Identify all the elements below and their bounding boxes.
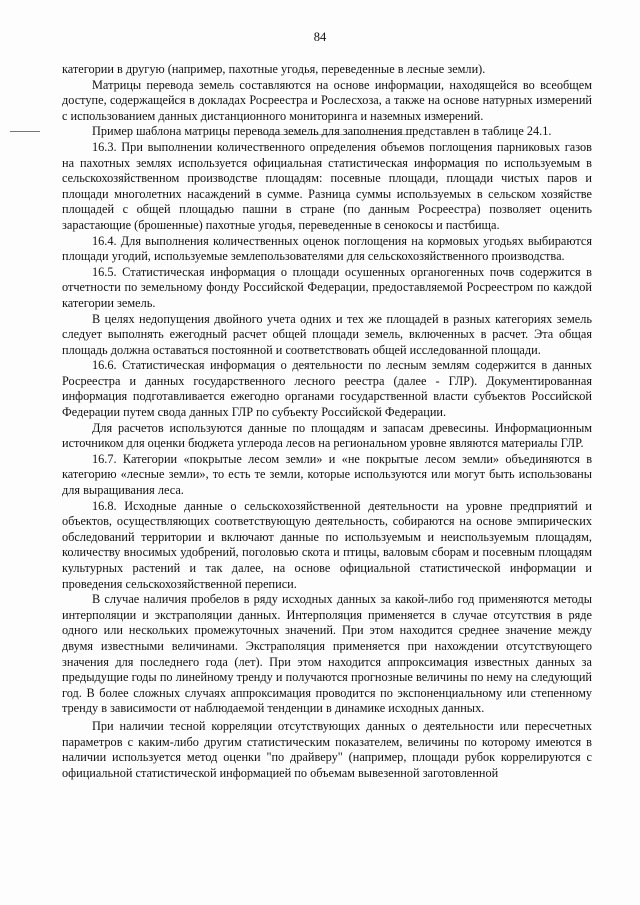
document-body bbox=[62, 62, 592, 781]
paragraph: 16.5. Статистическая информация о площади осушенных органогенных почв содержится в отчетности по земельному фонду Российской Федерации, предоставляемой Росреестром по каждой категории земель. bbox=[62, 264, 592, 310]
scan-artifact-left bbox=[10, 131, 40, 132]
paragraph: Матрицы перевода земель составляются на основе информации, находящейся во всеобщем доступе, содержащейся в докладах Росреестра и Рослесхоза, а также на основе натурных измерений с использованием данных дистанционного мониторинга и наземных измерений. bbox=[62, 77, 592, 123]
paragraph: 16.8. Исходные данные о сельскохозяйственной деятельности на уровне предприятий и объектов, осуществляющих соответствующую деятельность, собираются на основе эмпирических обследований территории и включают данные по используемым и неиспользуемым площадям, количеству вносимых удобрений, поголовью скота и птицы, валовым сборам и посевным площадям культурных растений и так далее, на основе официальной статистической информации и проведения сельскохозяйственной переписи. bbox=[62, 498, 592, 591]
paragraph: В целях недопущения двойного учета одних и тех же площадей в разных категориях земель следует выполнять ежегодный расчет общей площади земель, включенных в расчет. Эта общая площадь должна оставаться постоянной и соответствовать общей исследованной площади. bbox=[62, 311, 592, 357]
page-number: 84 bbox=[313, 30, 327, 44]
paragraph: категории в другую (например, пахотные угодья, переведенные в лесные земли). bbox=[62, 62, 486, 76]
paragraph: Пример шаблона матрицы перевода земель для заполнения представлен в таблице 24.1. bbox=[92, 124, 552, 139]
paragraph: Для расчетов используются данные по площадям и запасам древесины. Информационным источником для оценки бюджета углерода лесов на региональном уровне являются материалы ГЛР. bbox=[62, 420, 592, 451]
paragraph: При наличии тесной корреляции отсутствующих данных о деятельности или пересчетных параметров с каким-либо другим статистическим показателем, величины по которому имеются в наличии используется метод оценки "по драйверу" (например, площади рубок коррелируются с официальной статистической информацией по объемам вывезенной заготовленной bbox=[62, 718, 592, 780]
paragraph: 16.3. При выполнении количественного определения объемов поглощения парниковых газов на пахотных землях используется официальная статистическая информация по используемым в сельскохозяйственном производстве площадям: посевные площади, площади чистых паров и площади многолетних насаждений в сумме. Разница суммы используемых в сельском хозяйстве площадей с общей площадью пашни в стране (по данным Росреестра) позволяет оценить зарастающие (брошенные) пахотные угодья, переведенные в сенокосы и пастбища. bbox=[62, 139, 592, 232]
paragraph: В случае наличия пробелов в ряду исходных данных за какой-либо год применяются методы интерполяции и экстраполяции данных. Интерполяция применяется в случае отсутствия в ряде одного или нескольких промежуточных значений. При этом находится среднее значение между двумя известными величинами. Экстраполяция применяется при нахождении отсутствующего значения для последнего года (лет). При этом находится аппроксимация известных данных за предыдущие годы по линейному тренду и получаются прогнозные величины по нему на следующий год. В более сложных случаях аппроксимация проводится по экспоненциальному или степенному тренду в зависимости от наблюдаемой тенденции в динамике исходных данных. bbox=[62, 592, 592, 716]
paragraph: 16.4. Для выполнения количественных оценок поглощения на кормовых угодьях выбираются площади угодий, используемые землепользователями для сельскохозяйственного производства. bbox=[62, 233, 592, 264]
paragraph: 16.6. Статистическая информация о деятельности по лесным землям содержится в данных Росреестра и данных государственного лесного реестра (далее - ГЛР). Документированная информация подготавливается ежегодно органами государственной власти субъектов Российской Федерации путем свода данных ГЛР по субъекту Российской Федерации. bbox=[62, 358, 592, 420]
paragraph: 16.7. Категории «покрытые лесом земли» и «не покрытые лесом земли» объединяются в категорию «лесные земли», то есть те земли, которые используются или могут быть использованы для выращивания леса. bbox=[62, 451, 592, 498]
